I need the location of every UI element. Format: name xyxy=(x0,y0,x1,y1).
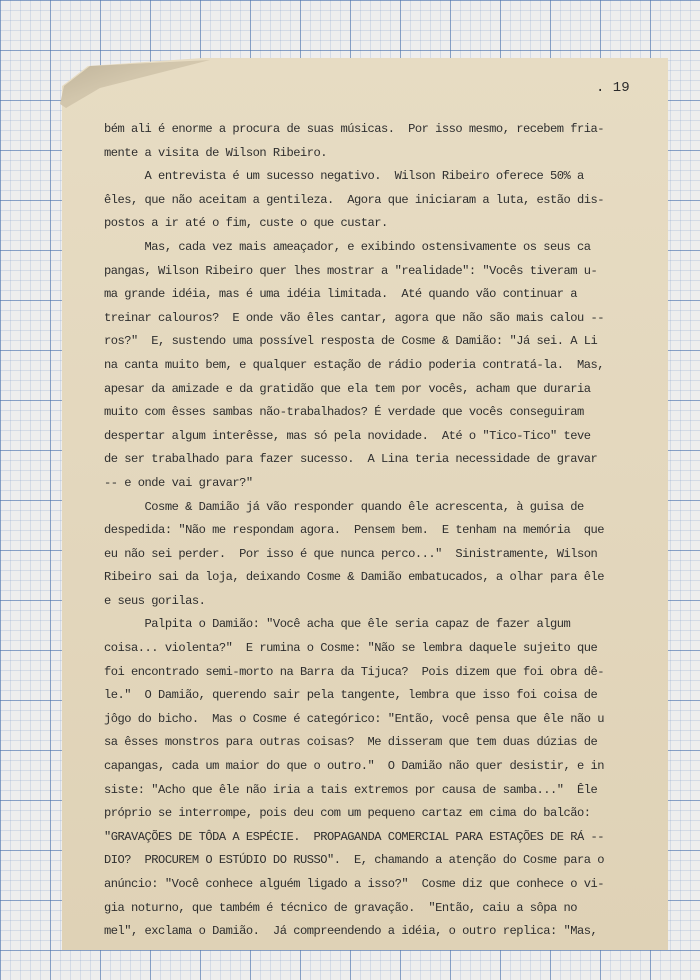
text-line: Ribeiro sai da loja, deixando Cosme & Damião embatucados, a olhar para êle xyxy=(104,570,605,585)
text-line: coisa... violenta?" E rumina o Cosme: "Não se lembra daquele sujeito que xyxy=(104,641,598,656)
text-line: -- e onde vai gravar?" xyxy=(104,475,253,490)
text-line: gia noturno, que também é técnico de gravação. "Então, caiu a sôpa no xyxy=(104,900,578,915)
text-line: êles, que não aceitam a gentileza. Agora que iniciaram a luta, estão dis- xyxy=(104,192,605,207)
text-line: jôgo do bicho. Mas o Cosme é categórico: "Então, você pensa que êle não u xyxy=(104,711,605,726)
manuscript-text xyxy=(104,118,624,944)
text-line: capangas, cada um maior do que o outro." O Damião não quer desistir, e in xyxy=(104,759,605,774)
text-line: apesar da amizade e da gratidão que ela tem por vocês, acham que duraria xyxy=(104,381,591,396)
text-line: despedida: "Não me respondam agora. Pensem bem. E tenham na memória que xyxy=(104,523,605,538)
text-line: siste: "Acho que êle não iria a tais extremos por causa de samba..." Êle xyxy=(104,782,598,797)
text-line: "GRAVAÇÕES DE TÔDA A ESPÉCIE. PROPAGANDA COMERCIAL PARA ESTAÇÕES DE RÁ -- xyxy=(104,829,605,844)
text-line: foi encontrado semi-morto na Barra da Tijuca? Pois dizem que foi obra dê- xyxy=(104,664,605,679)
text-line: postos a ir até o fim, custe o que custar. xyxy=(104,216,388,231)
text-line: Mas, cada vez mais ameaçador, e exibindo ostensivamente os seus ca xyxy=(104,239,591,254)
text-line: próprio se interrompe, pois deu com um pequeno cartaz em cima do balcão: xyxy=(104,806,591,821)
text-line: ma grande idéia, mas é uma idéia limitada. Até quando vão continuar a xyxy=(104,287,578,302)
text-line: mel", exclama o Damião. Já compreendendo a idéia, o outro replica: "Mas, xyxy=(104,924,598,939)
text-line: muito com êsses sambas não-trabalhados? É verdade que vocês conseguiram xyxy=(104,405,584,420)
text-line: e seus gorilas. xyxy=(104,593,206,608)
text-line: bém ali é enorme a procura de suas músicas. Por isso mesmo, recebem fria- xyxy=(104,122,605,136)
text-line: A entrevista é um sucesso negativo. Wilson Ribeiro oferece 50% a xyxy=(104,169,584,184)
text-line: Cosme & Damião já vão responder quando êle acrescenta, à guisa de xyxy=(104,499,584,514)
text-line: sa êsses monstros para outras coisas? Me disseram que tem duas dúzias de xyxy=(104,735,598,750)
text-line: eu não sei perder. Por isso é que nunca perco..." Sinistramente, Wilson xyxy=(104,546,598,561)
text-line: DIO? PROCUREM O ESTÚDIO DO RUSSO". E, chamando a atenção do Cosme para o xyxy=(104,853,605,868)
text-line: de ser trabalhado para fazer sucesso. A Lina teria necessidade de gravar xyxy=(104,452,598,467)
text-line: mente a visita de Wilson Ribeiro. xyxy=(104,145,327,160)
text-line: Palpita o Damião: "Você acha que êle seria capaz de fazer algum xyxy=(104,617,571,632)
text-line: pangas, Wilson Ribeiro quer lhes mostrar a "realidade": "Vocês tiveram u- xyxy=(104,263,598,278)
page-number: . 19 xyxy=(596,80,630,96)
text-line: despertar algum interêsse, mas só pela novidade. Até o "Tico-Tico" teve xyxy=(104,428,591,443)
text-line: le." O Damião, querendo sair pela tangente, lembra que isso foi coisa de xyxy=(104,688,598,703)
text-line: anúncio: "Você conhece alguém ligado a isso?" Cosme diz que conhece o vi- xyxy=(104,877,605,891)
text-line: ros?" E, sustendo uma possível resposta de Cosme & Damião: "Já sei. A Li xyxy=(104,334,598,349)
text-line: na canta muito bem, e qualquer estação de rádio poderia contratá-la. Mas, xyxy=(104,357,605,372)
text-line: treinar calouros? E onde vão êles cantar, agora que não são mais calou -- xyxy=(104,310,605,325)
